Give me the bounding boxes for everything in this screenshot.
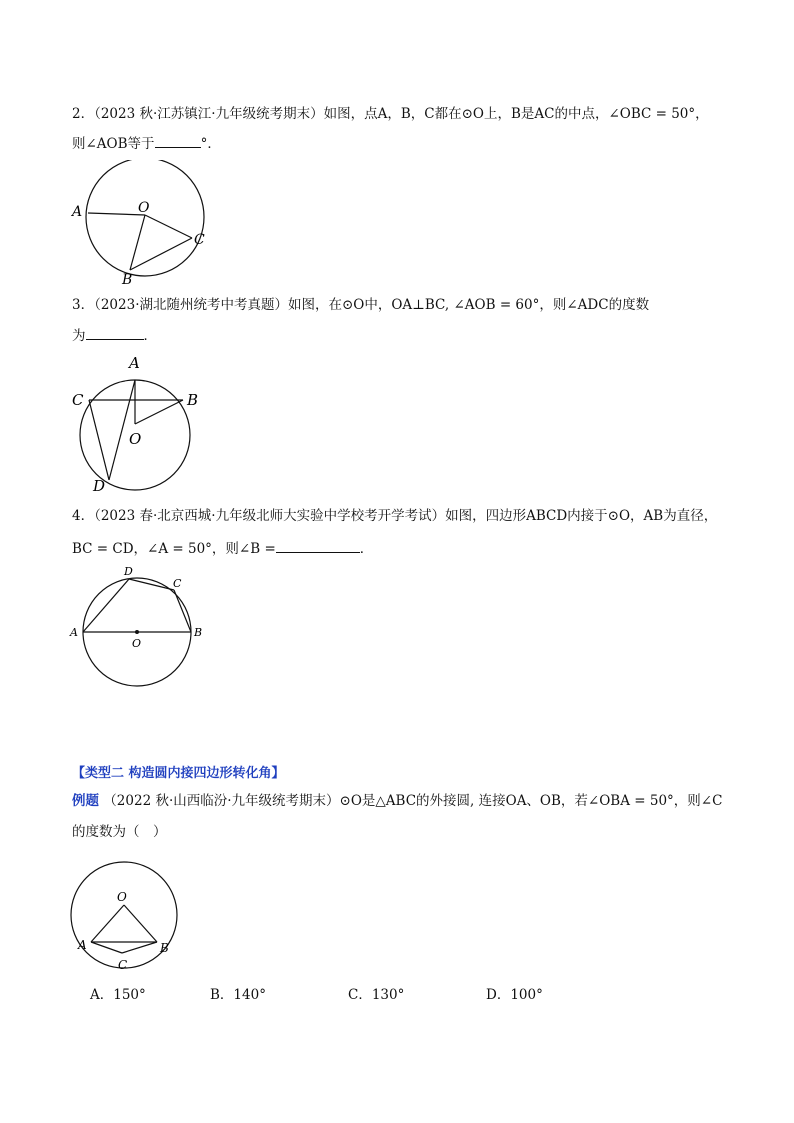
example-text [72, 792, 722, 810]
question-2-text-line2 [72, 135, 221, 153]
question-3-prefix: 为 [72, 328, 86, 344]
label-C: C [173, 577, 182, 590]
example-figure [64, 860, 184, 975]
section-title: 【类型二 构造圆内接四边形转化角】 [72, 766, 285, 781]
choice-a[interactable] [90, 983, 146, 1003]
choice-letter: D． [486, 987, 511, 1003]
label-A: A [78, 938, 87, 952]
label-C: C [194, 232, 205, 248]
label-D: D [124, 565, 133, 578]
question-2-prefix: 则∠AOB等于 [72, 136, 155, 152]
label-O: O [129, 430, 142, 448]
label-C: C [118, 958, 128, 972]
label-A: A [129, 354, 140, 372]
label-O: O [138, 200, 150, 216]
choice-value: 130° [371, 987, 405, 1003]
choice-b[interactable] [210, 983, 266, 1003]
example-text-line2: 的度数为（ ） [72, 824, 167, 840]
label-A: A [70, 626, 78, 639]
label-O: O [132, 637, 142, 650]
choice-value: 140° [233, 987, 266, 1003]
question-2-figure [60, 160, 230, 290]
question-4-text-line2 [72, 540, 373, 558]
question-4-prefix: BC = CD，∠A = 50°，则∠B = [72, 541, 276, 557]
example-line1: （2022 秋·山西临汾·九年级统考期末）⊙O是△ABC的外接圆, 连接OA、OB，若∠OBA = 50°，则∠C [103, 793, 723, 809]
choice-letter: C． [348, 987, 372, 1003]
question-3-text-line2 [72, 327, 157, 345]
label-B: B [160, 941, 169, 955]
question-3-figure [66, 352, 216, 497]
question-3-suffix: ． [143, 328, 157, 344]
label-B: B [187, 391, 199, 409]
choice-letter: A． [90, 987, 114, 1003]
label-B: B [122, 272, 133, 288]
answer-blank [155, 135, 201, 148]
question-3-text: 3．（2023·湖北随州统考中考真题）如图，在⊙O中，OA⊥BC, ∠AOB = 60°，则∠ADC的度数 [72, 297, 650, 313]
answer-blank [276, 540, 360, 553]
label-A: A [72, 204, 83, 220]
question-2-suffix: °． [200, 136, 221, 152]
question-4-suffix: ． [359, 541, 374, 557]
example-label: 例题 [72, 793, 99, 809]
label-O: O [117, 890, 127, 904]
choice-d[interactable] [486, 983, 543, 1003]
label-B: B [194, 626, 203, 639]
choice-c[interactable] [348, 983, 404, 1003]
question-4-figure [66, 562, 216, 692]
label-C: C [72, 391, 84, 409]
question-4-text: 4．（2023 春·北京西城·九年级北师大实验中学校考开学考试）如图，四边形ABCD内接于⊙O，AB为直径， [72, 508, 718, 524]
choice-letter: B． [210, 987, 234, 1003]
choice-value: 150° [113, 987, 146, 1003]
label-D: D [93, 477, 106, 495]
question-2-text: 2．（2023 秋·江苏镇江·九年级统考期末）如图，点A，B，C都在⊙O上，B是AC的中点，∠OBC = 50°， [72, 106, 709, 122]
answer-blank [86, 327, 144, 340]
choice-value: 100° [510, 987, 543, 1003]
